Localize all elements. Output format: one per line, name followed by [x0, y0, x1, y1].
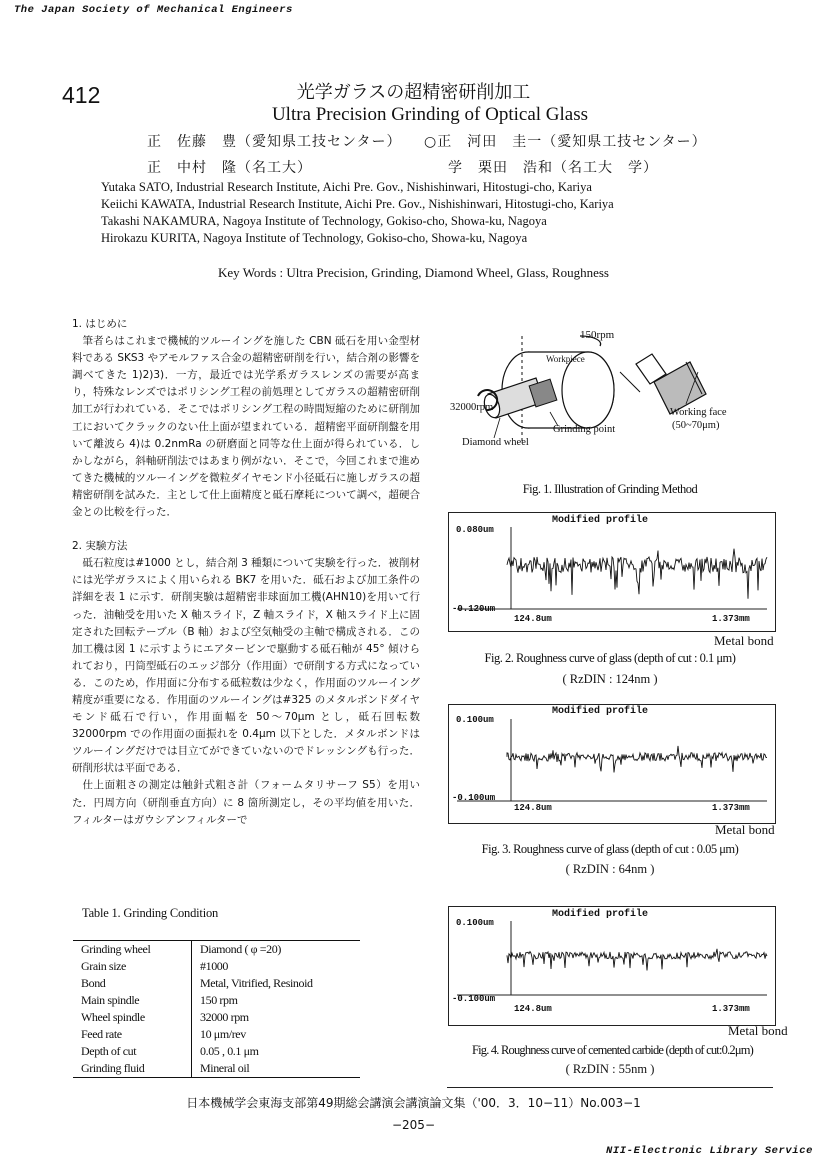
- fig1-label: Diamond wheel: [462, 437, 529, 448]
- table-row: [73, 1043, 360, 1060]
- affiliation-line: Yutaka SATO, Industrial Research Institute, Aichi Pre. Gov., Nishishinwari, Hitostugi-cho, Kariya: [101, 180, 592, 194]
- body-text-column: [72, 316, 420, 829]
- proceedings-footer: 日本機械学会東海支部第49期総会講演会講演論文集（'00．3．10−11）No.003−1: [186, 1096, 641, 1110]
- table-cell: Metal, Vitrified, Resinoid: [200, 976, 313, 990]
- fig1-label: (50~70μm): [672, 420, 720, 431]
- fig1-label: Grinding point: [553, 424, 616, 435]
- table-cell: Grinding fluid: [73, 1060, 192, 1078]
- society-header: The Japan Society of Mechanical Engineers: [14, 4, 293, 16]
- roughness-curve: [507, 746, 767, 773]
- profile-title: Modified profile: [552, 706, 649, 717]
- profile-axis: [457, 527, 767, 609]
- figure-caption: Fig. 3. Roughness curve of glass (depth of cut : 0.05 μm): [481, 842, 739, 856]
- table-cell: Depth of cut: [73, 1043, 192, 1060]
- affiliation-line: Keiichi KAWATA, Industrial Research Institute, Aichi Pre. Gov., Nishishinwari, Hitostugi-cho, Kariya: [101, 197, 614, 211]
- profile-y-top: 0.100um: [456, 918, 494, 928]
- profile-x-right: 1.373mm: [712, 1004, 750, 1014]
- table-cell: Grain size: [73, 958, 192, 975]
- table-row: [73, 941, 360, 959]
- author-jp: 正 中村 隆（名工大）: [147, 160, 312, 176]
- author-jp: ○正 河田 圭一（愛知県工技センター）: [424, 134, 707, 150]
- paragraph: 筆者らはこれまで機械的ツルーイングを施した CBN 砥石を用い金型材料である SKS3 やアモルファス合金の超精密研削を行い，結合剤の影響を調べてきた 1)2)3)．一方，最近では光学系ガラスレンズの需要が高まり，特殊なレンズではポリシング工程の前処理としてガラスの超精密研削加工が行われている．そこではポリシング工程の時間短縮のために研削加工においてクラックのない仕上面が望まれている．超精密平面研削盤を用いて離波ら 4)は 0.2nmRa の研磨面と同等な仕上面が得られている．しかしながら，斜軸研削法ではあまり例がない．そこで，今回これまで進めてきた機械的ツルーイングを微粒ダイヤモンド小径砥石に施しガラスの超精密研削を試みた．主として仕上面精度と砥石摩耗について調べ，超硬合金との比較を行った．: [72, 335, 420, 519]
- roughness-curve: [507, 949, 767, 971]
- profile-y-bottom: -0.120um: [452, 604, 496, 614]
- bond-label: Metal bond: [715, 822, 775, 837]
- profile-x-left: 124.8um: [514, 803, 552, 813]
- title-japanese: 光学ガラスの超精密研削加工: [296, 82, 531, 103]
- fig1-label: Working face: [670, 407, 727, 418]
- keywords: Key Words : Ultra Precision, Grinding, Diamond Wheel, Glass, Roughness: [218, 265, 609, 280]
- profile-y-bottom: -0.100um: [452, 994, 496, 1004]
- paragraph: 仕上面粗さの測定は触針式粗さ計（フォームタリサーフ S5）を用いた．円周方向（研削垂直方向）に 8 箇所測定し，その平均値を用いた．フィルターはガウシアンフィルターで: [72, 779, 420, 826]
- table-cell: 150 rpm: [200, 993, 238, 1007]
- profile-x-left: 124.8um: [514, 1004, 552, 1014]
- library-service-footer: NII-Electronic Library Service: [605, 1145, 813, 1157]
- paper-number: 412: [62, 82, 101, 108]
- grinding-condition-table: [73, 940, 360, 1078]
- figure-note: ( RzDIN : 64nm ): [565, 862, 655, 876]
- author-jp: 学 栗田 浩和（名工大 学）: [448, 160, 658, 176]
- section-heading: 2. 実験方法: [72, 540, 128, 553]
- table-cell: Diamond ( φ =20): [192, 941, 361, 959]
- figure-note: ( RzDIN : 124nm ): [562, 672, 658, 686]
- affiliation-line: Takashi NAKAMURA, Nagoya Institute of Technology, Gokiso-cho, Showa-ku, Nagoya: [101, 214, 547, 228]
- table-cell: Wheel spindle: [73, 1009, 192, 1026]
- fig1-label: Workpiece: [546, 354, 585, 364]
- table-row: [73, 992, 360, 1009]
- profile-y-top: 0.100um: [456, 715, 494, 725]
- fig1-label: 150rpm: [580, 329, 615, 341]
- profile-axis: [457, 719, 767, 801]
- profile-x-left: 124.8um: [514, 614, 552, 624]
- profile-y-top: 0.080um: [456, 525, 494, 535]
- figure-note: ( RzDIN : 55nm ): [565, 1062, 655, 1076]
- profile-x-right: 1.373mm: [712, 614, 750, 624]
- profile-title: Modified profile: [552, 515, 649, 526]
- profile-x-right: 1.373mm: [712, 803, 750, 813]
- bond-label: Metal bond: [714, 633, 774, 648]
- affiliation-line: Hirokazu KURITA, Nagoya Institute of Technology, Gokiso-cho, Showa-ku, Nagoya: [101, 231, 528, 245]
- table-row: [73, 958, 360, 975]
- title-english: Ultra Precision Grinding of Optical Glass: [271, 104, 589, 125]
- table-row: [73, 1060, 360, 1078]
- table-row: [73, 1026, 360, 1043]
- table-cell: Feed rate: [73, 1026, 192, 1043]
- author-jp: 正 佐藤 豊（愛知県工技センター）: [147, 134, 402, 150]
- table-row: [73, 1009, 360, 1026]
- profile-y-bottom: -0.100um: [452, 793, 496, 803]
- roughness-curve: [507, 549, 767, 599]
- table-caption: Table 1. Grinding Condition: [82, 906, 219, 920]
- bond-label: Metal bond: [728, 1023, 788, 1038]
- figure-caption: Fig. 4. Roughness curve of cemented carbide (depth of cut:0.2μm): [471, 1043, 754, 1057]
- table-cell: Mineral oil: [192, 1060, 361, 1078]
- table-cell: 10 μm/rev: [200, 1027, 246, 1041]
- table-cell: Bond: [73, 975, 192, 992]
- table-cell: Grinding wheel: [73, 941, 192, 959]
- profile-title: Modified profile: [552, 909, 649, 920]
- paragraph: 砥石粒度は#1000 とし，結合剤 3 種類について実験を行った．被削材には光学ガラスによく用いられる BK7 を用いた．砥石および加工条件の詳細を表 1 に示す．研削実験は超精密非球面加工機(AHN10)を用いて行った．油軸受を用いた X 軸スライド，Z 軸スライド，X 軸スライド上に固定された回転テーブル（B 軸）および空気軸受の主軸で構成される．この加工機は図 1 に示すようにエアタービンで駆動する砥石軸が 45° 傾けられており，円筒型砥石のエッジ部分（作用面）で研削する方式になっている．このため，作用面に分布する砥粒数は少なく，作用面のツルーイング精度が重要になる．作用面のツルーイングは#325 のメタルボンドダイヤモンド砥石で行い，作用面幅を 50～70μm とし，砥石回転数 32000rpm での作用面の面振れを 0.4μm 以下とした．メタルボンドはツルーイングだけでは目立てができていないのでドレッシングも行った．研削形状は平面である．: [72, 557, 420, 775]
- grinding-method-illustration: [440, 322, 780, 472]
- table-cell: 0.05 , 0.1 μm: [200, 1044, 259, 1058]
- figure-caption: Fig. 2. Roughness curve of glass (depth of cut : 0.1 μm): [484, 651, 736, 665]
- table-cell: Main spindle: [73, 992, 192, 1009]
- figure-caption: Fig. 1. Illustration of Grinding Method: [522, 482, 698, 496]
- footer-rule: [447, 1087, 773, 1088]
- profile-trace: [449, 907, 775, 1017]
- fig1-label: 32000rpm: [450, 402, 494, 413]
- table-cell: 32000 rpm: [200, 1010, 249, 1024]
- table-row: [73, 975, 360, 992]
- section-heading: 1. はじめに: [72, 318, 128, 330]
- page-number: −205−: [391, 1118, 435, 1132]
- table-cell: #1000: [200, 959, 229, 973]
